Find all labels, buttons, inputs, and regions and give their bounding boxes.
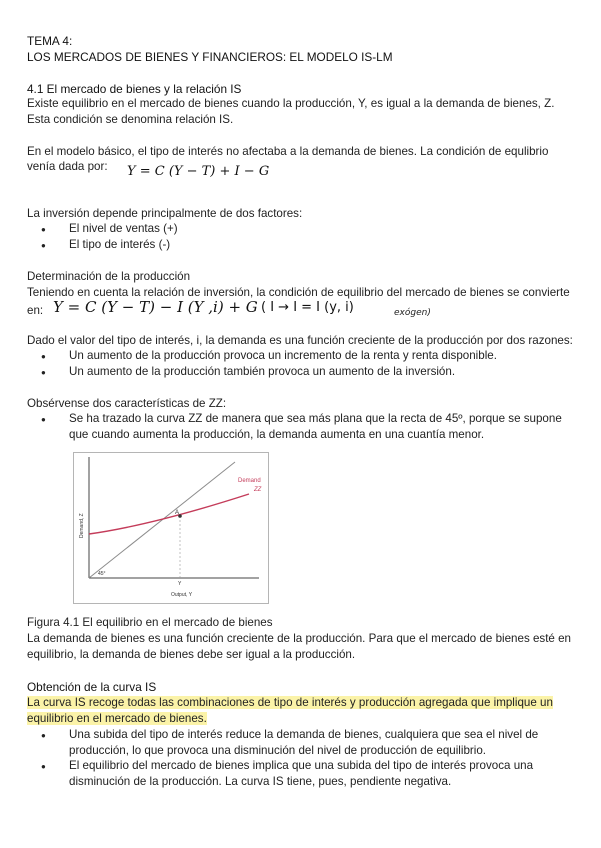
bullet-icon: ● [41, 731, 46, 740]
investment-formula: Y = C (Y − T) − I (Y ,i) + G [53, 298, 258, 316]
x-axis-label: Output, Y [171, 592, 193, 598]
handwritten-note: ( I → I = I (y, i) [261, 300, 354, 315]
highlighted-text: La curva IS recoge todas las combinaciones de tipo de interés y producción agregada que implique un [27, 696, 553, 709]
list-item-text: Un aumento de la producción también provoca un aumento de la inversión. [69, 365, 456, 378]
highlighted-line [27, 695, 553, 711]
list-item-text: El nivel de ventas (+) [69, 222, 178, 235]
demand-chart [73, 452, 269, 604]
investment-intro: La inversión depende principalmente de dos factores: [27, 207, 303, 220]
y-axis-label: Demand, Z [79, 513, 85, 538]
paragraph-line: Obsérvense dos características de ZZ: [27, 397, 227, 410]
paragraph-line: Existe equilibrio en el mercado de bienes cuando la producción, Y, es igual a la demanda de bienes, Z. [27, 97, 555, 110]
subsection-heading: Determinación de la producción [27, 270, 191, 283]
figure-caption: Figura 4.1 El equilibrio en el mercado de bienes [27, 616, 273, 629]
section-heading: 4.1 El mercado de bienes y la relación IS [27, 82, 242, 96]
list-item-text: El tipo de interés (-) [69, 238, 171, 251]
paragraph-line: Dado el valor del tipo de interés, i, la demanda es una función creciente de la producción por dos razones: [27, 334, 573, 347]
bullet-icon: ● [41, 415, 46, 424]
paragraph-line: venía dada por: [27, 160, 108, 173]
list-item-text: Una subida del tipo de interés reduce la demanda de bienes, cualquiera que sea el nivel de [69, 728, 539, 741]
equilibrium-label: A [175, 510, 180, 516]
bullet-icon: ● [41, 241, 46, 250]
highlighted-text: equilibrio en el mercado de bienes. [27, 712, 207, 725]
bullet-icon: ● [41, 368, 46, 377]
list-item-text: producción, lo que provoca una disminución del nivel de producción de equilibrio. [69, 744, 486, 757]
legend-zz: ZZ [254, 487, 262, 493]
list-item-text: que cuando aumenta la producción, la demanda aumenta en una cuantía menor. [69, 428, 485, 441]
document-title: LOS MERCADOS DE BIENES Y FINANCIEROS: EL MODELO IS-LM [27, 50, 393, 64]
angle-label: 45° [98, 571, 106, 577]
x-tick-label: Y [178, 581, 182, 587]
paragraph-line: en: [27, 304, 44, 317]
bullet-icon: ● [41, 225, 46, 234]
handwritten-word: exógen) [394, 308, 431, 318]
bullet-icon: ● [41, 762, 46, 771]
subsection-heading: Obtención de la curva IS [27, 680, 157, 694]
legend-demand: Demand [238, 478, 261, 484]
bullet-icon: ● [41, 352, 46, 361]
list-item-text: Se ha trazado la curva ZZ de manera que sea más plana que la recta de 45º, porque se supone [69, 412, 562, 425]
tema-label: TEMA 4: [27, 34, 73, 48]
chart-frame [74, 453, 269, 604]
paragraph-line: En el modelo básico, el tipo de interés no afectaba a la demanda de bienes. La condición de equlibrio [27, 145, 549, 158]
paragraph-line: La demanda de bienes es una función creciente de la producción. Para que el mercado de bienes esté en [27, 632, 571, 645]
list-item-text: disminución de la producción. La curva IS tiene, pues, pendiente negativa. [69, 775, 452, 788]
paragraph-line: Teniendo en cuenta la relación de inversión, la condición de equilibrio del mercado de bienes se convierte [27, 286, 570, 299]
paragraph-line: equilibrio, la demanda de bienes debe ser igual a la producción. [27, 648, 356, 661]
equilibrium-formula: Y = C (Y − T) + I − G [127, 164, 270, 179]
list-item-text: Un aumento de la producción provoca un incremento de la renta y renta disponible. [69, 349, 497, 362]
paragraph-line: Esta condición se denomina relación IS. [27, 113, 234, 126]
highlighted-line [27, 711, 207, 727]
list-item-text: El equilibrio del mercado de bienes implica que una subida del tipo de interés provoca una [69, 759, 534, 772]
